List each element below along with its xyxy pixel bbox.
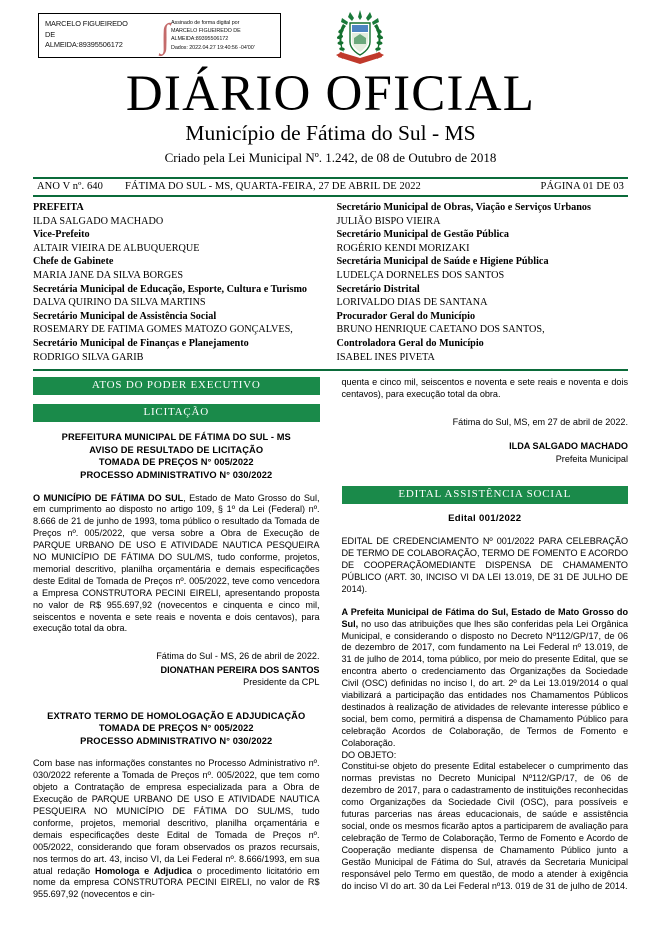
signoff-title-mayor: Prefeita Municipal bbox=[555, 453, 628, 464]
issue-place-date: FÁTIMA DO SUL - MS, QUARTA-FEIRA, 27 DE ABRIL DE 2022 bbox=[125, 181, 421, 192]
official-role: Secretário Distrital bbox=[336, 283, 420, 295]
official-role: Controladora Geral do Município bbox=[336, 337, 484, 349]
signature-meta-line2: MARCELO FIGUEIREDO DE bbox=[171, 28, 241, 35]
signoff-place-mayor: Fátima do Sul, MS, em 27 de abril de 2022. bbox=[452, 416, 628, 427]
notice2-heading-line2: TOMADA DE PREÇOS N° 005/2022 bbox=[98, 723, 254, 734]
edital-object-text: Constitui-se objeto do presente Edital estabelecer o cumprimento das normas previstas no Decreto Municipal Nº112/GP/17, de 06 de dezembro de 2017, para o cadastramento de instituições reconhecidas como Organizações da Sociedade Civil (OSC), para possíveis e futuras parcerias nas áreas educacionais, de saúde e assistência social, onde os mesmos ficarão aptos a participarem de avaliação para celebração de Termo de Colaboração, Termo de Fomento e Acordo de Cooperação mediante dispensa de Chamamento Público junto a Gestão Municipal de Fátima do Sul, através da Secretaria Municipal responsável pelo Termo em questão, de modo a atender à exigência do inciso VI do art. 30 da Lei Federal nº13. 019 de 31 de julho de 2014. bbox=[341, 761, 628, 891]
section-banner-executive-acts: ATOS DO PODER EXECUTIVO bbox=[33, 377, 320, 395]
notice-heading-line3: TOMADA DE PREÇOS N° 005/2022 bbox=[98, 457, 254, 468]
official-name: ILDA SALGADO MACHADO bbox=[33, 215, 164, 227]
official-role: Chefe de Gabinete bbox=[33, 256, 114, 268]
official-role: Secretário Municipal de Gestão Pública bbox=[336, 229, 509, 241]
official-name: RODRIGO SILVA GARIB bbox=[33, 351, 144, 363]
official-role: Procurador Geral do Município bbox=[336, 310, 476, 322]
municipal-coat-of-arms-icon bbox=[330, 8, 390, 70]
official-name: BRUNO HENRIQUE CAETANO DOS SANTOS, bbox=[336, 324, 545, 336]
masthead-subtitle: Município de Fátima do Sul - MS bbox=[185, 121, 476, 145]
signoff-name-cpl: DIONATHAN PEREIRA DOS SANTOS bbox=[160, 664, 320, 675]
official-role: Secretária Municipal de Saúde e Higiene Pública bbox=[336, 256, 549, 268]
masthead bbox=[33, 68, 628, 168]
signature-subject-line2: DE bbox=[45, 29, 56, 39]
edital-mayor-bold: A Prefeita Municipal de Fátima do Sul, Estado de Mato Grosso do Sul, bbox=[341, 606, 628, 629]
officials-block bbox=[33, 201, 628, 371]
official-name: ROGÉRIO KENDI MORIZAKI bbox=[336, 242, 470, 254]
official-role: PREFEITA bbox=[33, 202, 84, 213]
signature-subject-line1: MARCELO FIGUEIREDO bbox=[45, 19, 128, 28]
notice2-body-part2: o procedimento licitatório em nome da empresa CONSTRUTORA PECINI EIRELI, no valor de R$ 955.697,92 (novecentos e cin- bbox=[33, 865, 320, 900]
signoff-name-mayor: ILDA SALGADO MACHADO bbox=[509, 441, 628, 452]
official-name: DALVA QUIRINO DA SILVA MARTINS bbox=[33, 297, 206, 309]
signature-subject bbox=[39, 14, 157, 57]
official-role: Vice-Prefeito bbox=[33, 229, 90, 241]
notice-body-lead: O MUNICÍPIO DE FÁTIMA DO SUL bbox=[33, 492, 184, 503]
notice-body-homologation bbox=[33, 758, 320, 901]
notice2-body-part1: Com base nas informações constantes no Processo Administrativo nº. 030/2022 referente a Tomada de Preços nº. 005/2022, que tem como objeto a Contratação de empresa especializada para a Obra de Execução de PARQUE URBANO DE USO E ATIVIDADE NAUTICA PESQUEIRA NO MUNICÍPIO DE FÁTIMA DO SUL/MS, tudo conforme, projetos, memorial descritivo, planilha orçamentária e demais especificações deste Edital de Tomada de Preços nº. 005/2022, considerando que foram observados os prazos recursais, nos termos do art. 43, inciso VI, da Lei Federal nº. 8.666/1993, em sua atual redação bbox=[33, 758, 320, 876]
page-title: DIÁRIO OFICIAL bbox=[125, 66, 536, 122]
notice-heading-line2: AVISO DE RESULTADO DE LICITAÇÃO bbox=[89, 444, 264, 455]
official-name: ALTAIR VIEIRA DE ALBUQUERQUE bbox=[33, 242, 200, 254]
notice-heading-bidding-result bbox=[33, 431, 320, 481]
notice-body-bidding-result bbox=[33, 493, 320, 636]
official-role: Secretária Municipal de Educação, Esporte, Cultura e Turismo bbox=[33, 283, 308, 295]
signature-row bbox=[33, 0, 628, 62]
officials-column-left bbox=[33, 201, 331, 364]
notice2-body-bold: Homologa e Adjudica bbox=[95, 865, 192, 876]
signoff-place-cpl: Fátima do Sul - MS, 26 de abril de 2022. bbox=[156, 651, 320, 662]
signoff-title-cpl: Presidente da CPL bbox=[243, 677, 320, 688]
edital-mayor-text: no uso das atribuições que lhes são conferidas pela Lei Orgânica Municipal, e considerando o disposto no Decreto Nº112/GP/17, de 06 de dezembro de 2017, com fundamento na Lei Federal nº 13.019, de 31 de julho de 2014, toma público, por meio do presente Edital, que se encontra aberto o credenciamento das Organizações da Sociedade Civil (OSC) definidas no inciso I, do art. 2º da Lei 13.019/2014 o qual viabilizará a participação das entidades nos Chamamentos Públicos destinados à realização de atividades de relevante interesse público e social, bem como, permitirá a dispensa de Chamamento Público para celebração Acordos de Colaboração, de Termos de Fomento e Colaboração. bbox=[341, 618, 628, 748]
masthead-law-line: Criado pela Lei Municipal Nº. 1.242, de 08 de Outubro de 2018 bbox=[164, 150, 497, 165]
signature-flourish-icon: ∫ bbox=[160, 18, 170, 55]
official-role: Secretário Municipal de Finanças e Planejamento bbox=[33, 337, 249, 349]
edital-intro-text: EDITAL DE CREDENCIAMENTO Nº 001/2022 PARA CELEBRAÇÃO DE TERMO DE COLABORAÇÃO, TERMO DE FOMENTO E ACORDO DE COOPERAÇÃOMEDIANTE DISPENSA DE CHAMAMENTO PÚBLICO (ART. 30, INCISO VI DA LEI 13.019, DE 31 DE JULHO DE 2014). bbox=[341, 536, 628, 594]
notice-heading-line1: PREFEITURA MUNICIPAL DE FÁTIMA DO SUL - MS bbox=[61, 432, 291, 443]
section-banner-bidding: LICITAÇÃO bbox=[33, 404, 320, 422]
official-role: Secretário Municipal de Assistência Social bbox=[33, 310, 217, 322]
body-column-right bbox=[331, 377, 629, 891]
issue-page-indicator: PÁGINA 01 DE 03 bbox=[540, 181, 624, 192]
official-name: LUDELÇA DORNELES DOS SANTOS bbox=[336, 269, 505, 281]
body-columns bbox=[33, 377, 628, 900]
notice-heading-homologation bbox=[33, 710, 320, 748]
issue-year-number: ANO V nº. 640 bbox=[37, 181, 104, 192]
digital-signature-box bbox=[38, 13, 281, 58]
official-name: ISABEL INES PIVETA bbox=[336, 351, 435, 363]
section-banner-social-assistance: EDITAL ASSISTÊNCIA SOCIAL bbox=[342, 486, 629, 504]
notice-body-continuation: quenta e cinco mil, seiscentos e noventa e sete reais e noventa e dois centavos), para execução total da obra. bbox=[341, 377, 628, 400]
notice2-heading-line1: EXTRATO TERMO DE HOMOLOGAÇÃO E ADJUDICAÇÃO bbox=[47, 710, 306, 721]
signature-metadata bbox=[157, 14, 280, 57]
official-name: JULIÃO BISPO VIEIRA bbox=[336, 215, 441, 227]
officials-column-right bbox=[331, 201, 629, 364]
body-column-left bbox=[33, 377, 331, 900]
edital-number: Edital 001/2022 bbox=[448, 513, 522, 525]
signature-meta-line3: ALMEIDA:89395506172 bbox=[171, 36, 229, 43]
edital-object-label: DO OBJETO: bbox=[341, 749, 397, 760]
official-name: LORIVALDO DIAS DE SANTANA bbox=[336, 297, 488, 309]
notice-heading-line4: PROCESSO ADMINISTRATIVO N° 030/2022 bbox=[80, 469, 273, 480]
signature-meta-line4: Dados: 2022.04.27 19:40:56 -04'00' bbox=[171, 44, 255, 51]
official-role: Secretário Municipal de Obras, Viação e Serviços Urbanos bbox=[336, 202, 591, 213]
official-name: ROSEMARY DE FATIMA GOMES MATOZO GONÇALVES, bbox=[33, 324, 293, 336]
signature-subject-line3: ALMEIDA:89395506172 bbox=[45, 40, 123, 49]
notice2-heading-line3: PROCESSO ADMINISTRATIVO N° 030/2022 bbox=[80, 735, 273, 746]
official-name: MARIA JANE DA SILVA BORGES bbox=[33, 269, 184, 281]
issue-bar bbox=[33, 177, 628, 197]
edital-mayor-paragraph bbox=[342, 607, 629, 750]
signature-meta-line1: Assinado de forma digital por bbox=[171, 20, 240, 26]
notice-body-text: , Estado de Mato Grosso do Sul, em cumprimento ao disposto no artigo 109, § 1º da Lei (Federal) nº. 8.666 de 21 de junho de 1993, toma público o resultado da Tomada de Preços nº. 005/2022, que versa sobre a Obra de Execução de PARQUE URBANO DE USO E ATIVIDADE NAUTICA PESQUEIRA NO MUNICÍPIO DE FÁTIMA DO SUL/MS, tudo conforme, projetos, memorial descritivo, planilha orçamentária e demais especificações deste Edital de Tomada de Preços nº. 005/2022, teve como vencedora a Empresa CONSTRUTORA PECINI EIRELI, apresentando proposta no valor de R$ 955.697,92 (novecentos e cinquenta e cinco mil, seiscentos e noventa e sete reais e noventa e dois centavos), para execução total da obra. bbox=[33, 492, 320, 634]
